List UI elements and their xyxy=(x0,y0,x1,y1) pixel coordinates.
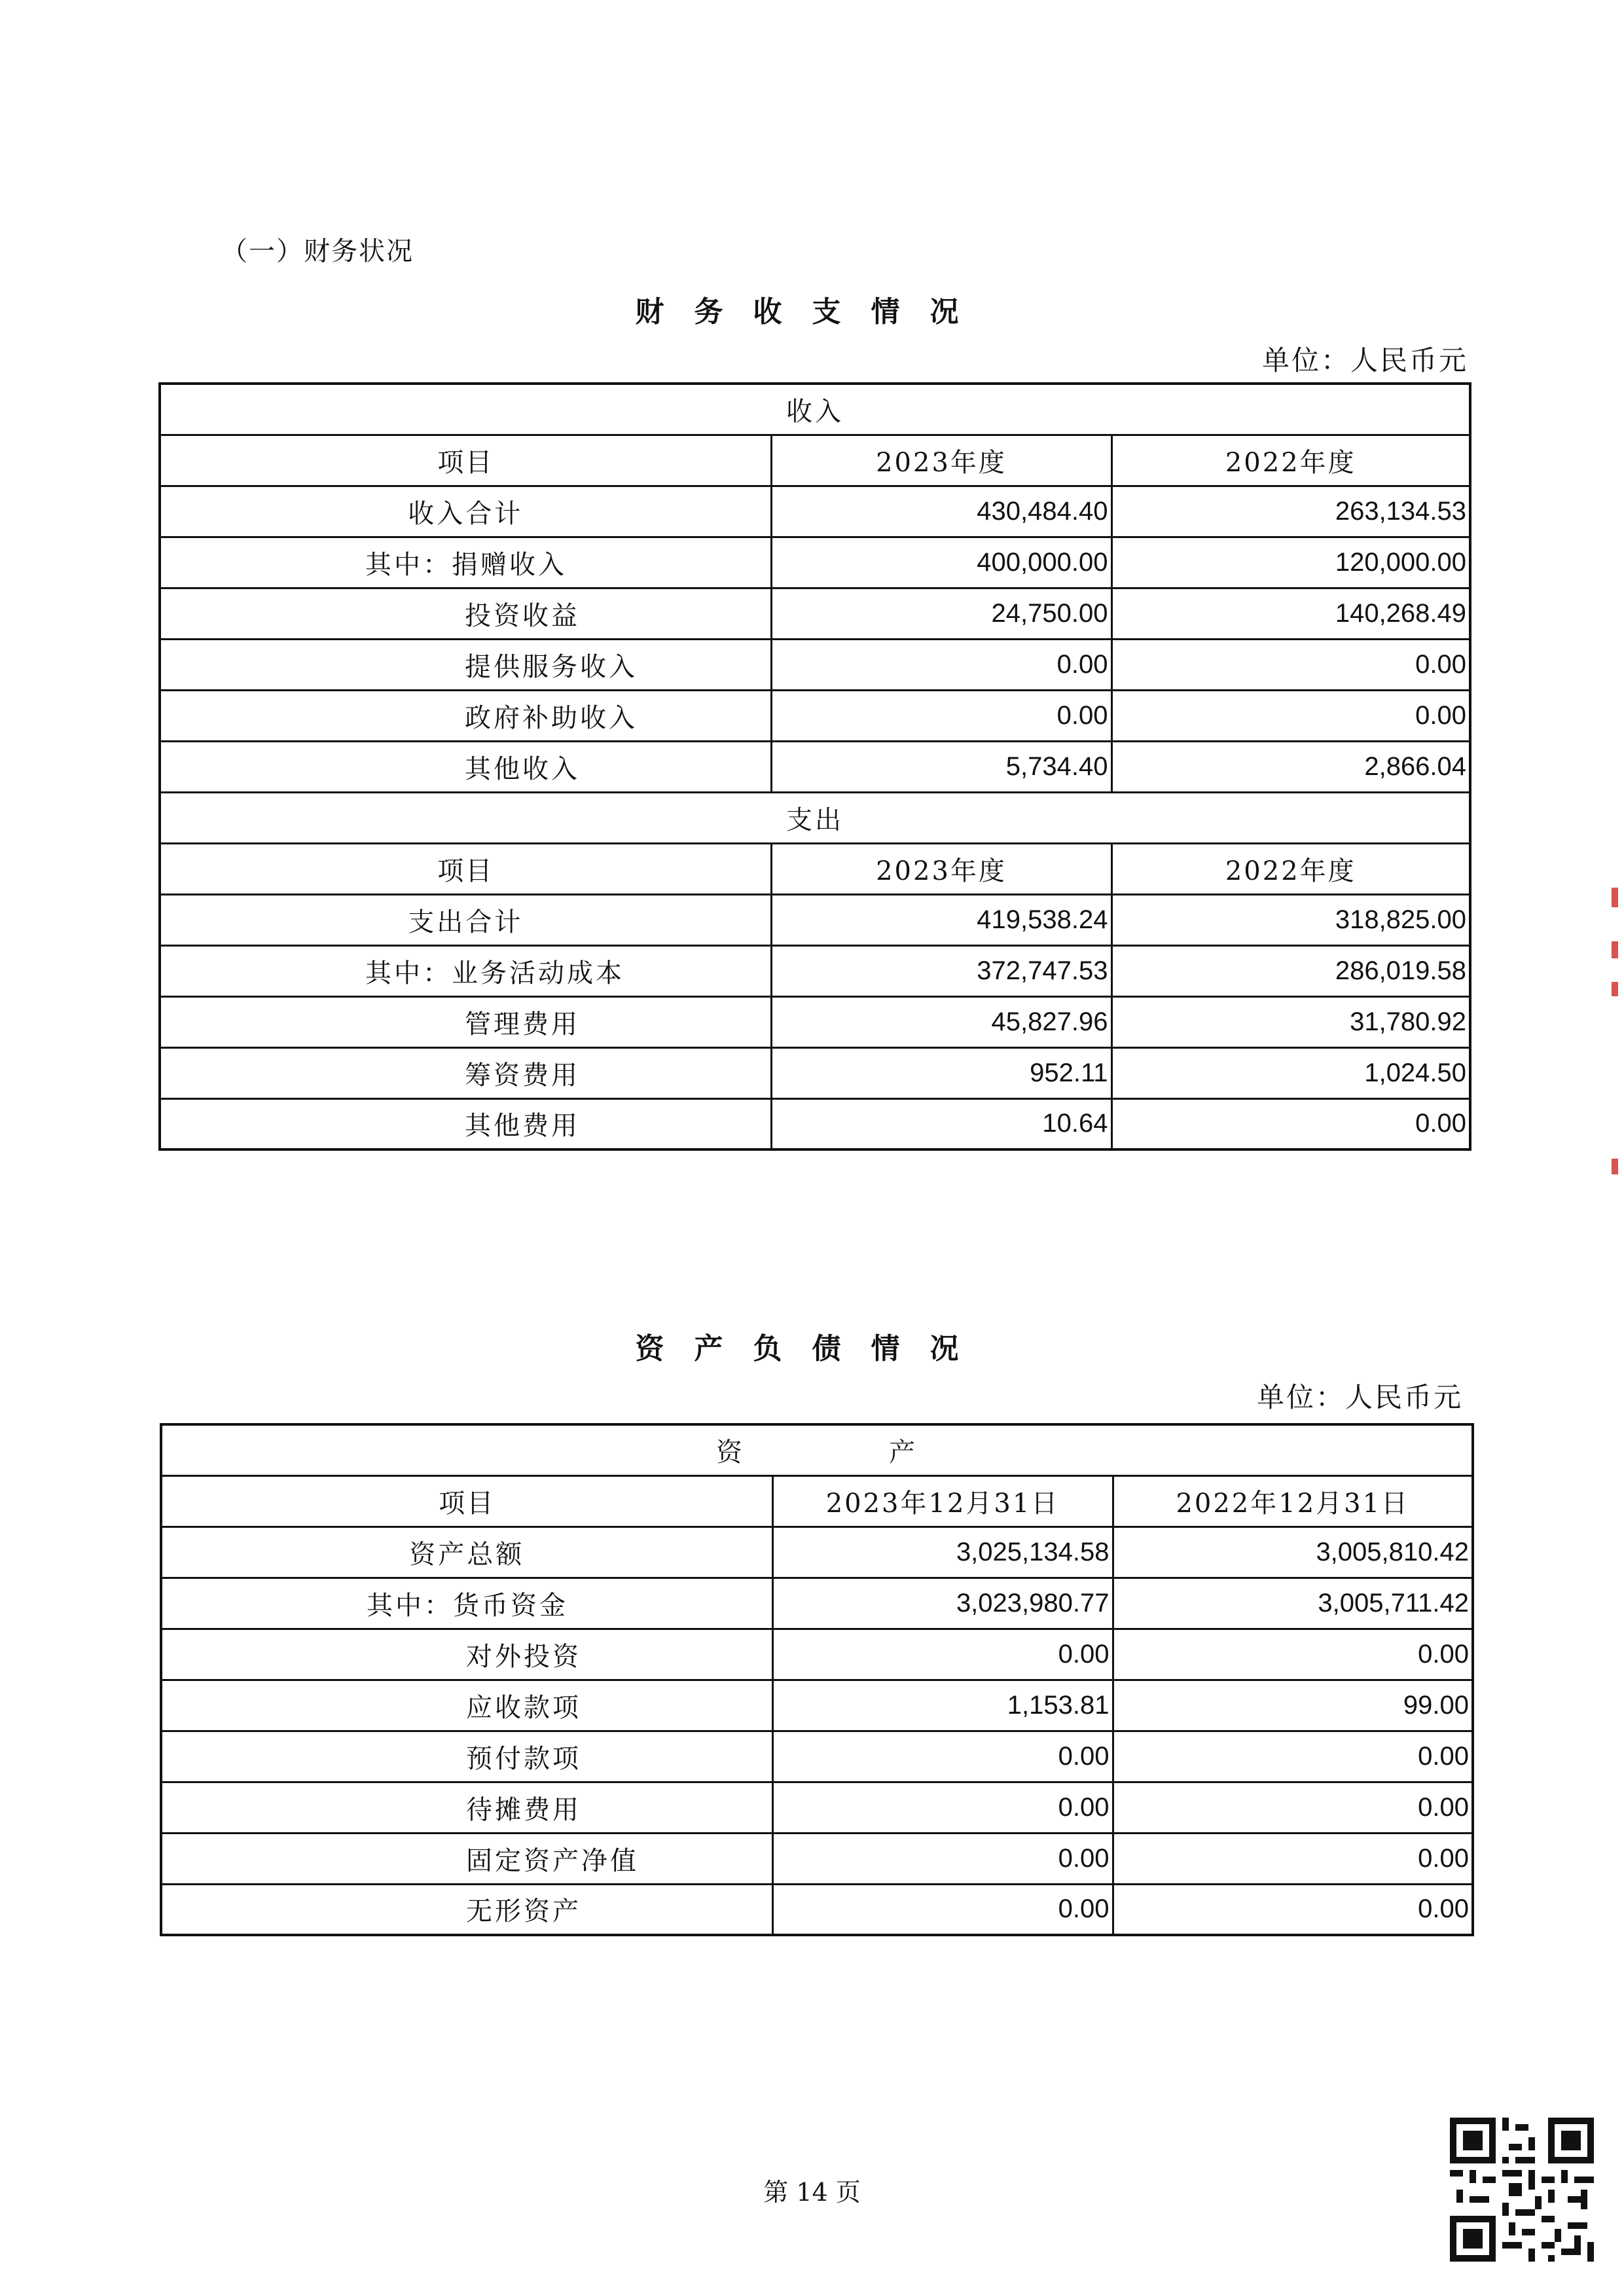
expense-value-prior: 0.00 xyxy=(1111,1098,1470,1149)
income-table-row xyxy=(160,639,1470,690)
income-statement-table xyxy=(158,382,1471,1151)
income-statement-unit: 单位：人民币元 xyxy=(1262,344,1469,376)
expense-value-prior: 1,024.50 xyxy=(1111,1047,1470,1098)
expense-value-current: 952.11 xyxy=(771,1047,1111,1098)
assets-table-row xyxy=(161,1833,1473,1884)
assets-header-current-period: 2023年12月31日 xyxy=(772,1475,1113,1527)
assets-value-prior: 3,005,711.42 xyxy=(1113,1578,1473,1629)
income-row-label: 其他收入 xyxy=(160,741,771,792)
assets-row-label: 对外投资 xyxy=(161,1629,772,1680)
expense-table-row xyxy=(160,1047,1470,1098)
income-row-label: 政府补助收入 xyxy=(160,690,771,741)
expense-value-current: 419,538.24 xyxy=(771,894,1111,945)
expense-table-row xyxy=(160,996,1470,1047)
expense-row-label: 支出合计 xyxy=(160,894,771,945)
assets-value-current: 0.00 xyxy=(772,1833,1113,1884)
income-statement-title: 财务收支情况 xyxy=(635,295,989,329)
assets-table-row xyxy=(161,1884,1473,1935)
expense-header-current-period: 2023年度 xyxy=(771,843,1111,894)
expense-row-label: 筹资费用 xyxy=(160,1047,771,1098)
assets-value-prior: 0.00 xyxy=(1113,1884,1473,1935)
expense-value-current: 45,827.96 xyxy=(771,996,1111,1047)
expense-section-label: 支出 xyxy=(160,792,1470,843)
edge-stamp-mark xyxy=(1612,1159,1618,1174)
assets-header-prior-period: 2022年12月31日 xyxy=(1113,1475,1473,1527)
assets-table-row xyxy=(161,1578,1473,1629)
expense-header-prior-period: 2022年度 xyxy=(1111,843,1470,894)
assets-section-label: 资 产 xyxy=(161,1424,1473,1475)
assets-section-row xyxy=(161,1424,1473,1475)
expense-value-prior: 31,780.92 xyxy=(1111,996,1470,1047)
income-value-prior: 140,268.49 xyxy=(1111,588,1470,639)
income-row-label: 其中：捐赠收入 xyxy=(160,537,771,588)
assets-header-row xyxy=(161,1475,1473,1527)
income-value-prior: 0.00 xyxy=(1111,690,1470,741)
income-table-row xyxy=(160,588,1470,639)
income-header-item: 项目 xyxy=(160,435,771,486)
assets-row-label: 待摊费用 xyxy=(161,1782,772,1833)
income-header-current-period: 2023年度 xyxy=(771,435,1111,486)
income-table-row xyxy=(160,690,1470,741)
assets-value-prior: 3,005,810.42 xyxy=(1113,1527,1473,1578)
section-heading: （一）财务状况 xyxy=(221,236,414,266)
income-header-row xyxy=(160,435,1470,486)
expense-value-prior: 318,825.00 xyxy=(1111,894,1470,945)
income-value-prior: 263,134.53 xyxy=(1111,486,1470,537)
income-value-current: 400,000.00 xyxy=(771,537,1111,588)
assets-value-current: 0.00 xyxy=(772,1884,1113,1935)
balance-sheet-table xyxy=(160,1423,1474,1936)
assets-row-label: 固定资产净值 xyxy=(161,1833,772,1884)
assets-header-item: 项目 xyxy=(161,1475,772,1527)
income-value-current: 0.00 xyxy=(771,690,1111,741)
page-number: 第 14 页 xyxy=(763,2178,861,2207)
assets-value-prior: 0.00 xyxy=(1113,1629,1473,1680)
assets-table-row xyxy=(161,1629,1473,1680)
assets-table-row xyxy=(161,1527,1473,1578)
income-table-row xyxy=(160,486,1470,537)
expense-table-row xyxy=(160,894,1470,945)
income-value-prior: 0.00 xyxy=(1111,639,1470,690)
income-header-prior-period: 2022年度 xyxy=(1111,435,1470,486)
edge-stamp-mark xyxy=(1612,982,1618,996)
expense-table-row xyxy=(160,945,1470,996)
income-row-label: 投资收益 xyxy=(160,588,771,639)
expense-value-current: 10.64 xyxy=(771,1098,1111,1149)
expense-value-prior: 286,019.58 xyxy=(1111,945,1470,996)
assets-table-row xyxy=(161,1680,1473,1731)
income-value-prior: 120,000.00 xyxy=(1111,537,1470,588)
income-value-current: 430,484.40 xyxy=(771,486,1111,537)
assets-value-current: 0.00 xyxy=(772,1782,1113,1833)
assets-table-row xyxy=(161,1782,1473,1833)
income-table-row xyxy=(160,537,1470,588)
assets-value-prior: 0.00 xyxy=(1113,1731,1473,1782)
assets-value-prior: 99.00 xyxy=(1113,1680,1473,1731)
assets-value-current: 1,153.81 xyxy=(772,1680,1113,1731)
edge-stamp-mark xyxy=(1612,888,1618,907)
expense-row-label: 管理费用 xyxy=(160,996,771,1047)
income-table-row xyxy=(160,741,1470,792)
assets-table-row xyxy=(161,1731,1473,1782)
assets-value-prior: 0.00 xyxy=(1113,1782,1473,1833)
assets-row-label: 资产总额 xyxy=(161,1527,772,1578)
income-value-current: 5,734.40 xyxy=(771,741,1111,792)
assets-row-label: 应收款项 xyxy=(161,1680,772,1731)
assets-value-current: 0.00 xyxy=(772,1731,1113,1782)
qr-code-icon xyxy=(1450,2118,1594,2262)
balance-sheet-unit: 单位：人民币元 xyxy=(1257,1381,1464,1413)
expense-table-row xyxy=(160,1098,1470,1149)
income-value-prior: 2,866.04 xyxy=(1111,741,1470,792)
balance-sheet-title: 资产负债情况 xyxy=(635,1332,989,1365)
income-section-label: 收入 xyxy=(160,384,1470,435)
expense-value-current: 372,747.53 xyxy=(771,945,1111,996)
assets-value-current: 0.00 xyxy=(772,1629,1113,1680)
assets-value-prior: 0.00 xyxy=(1113,1833,1473,1884)
assets-row-label: 预付款项 xyxy=(161,1731,772,1782)
expense-section-row xyxy=(160,792,1470,843)
assets-row-label: 无形资产 xyxy=(161,1884,772,1935)
expense-row-label: 其他费用 xyxy=(160,1098,771,1149)
edge-stamp-mark xyxy=(1612,941,1618,958)
income-section-row xyxy=(160,384,1470,435)
assets-value-current: 3,023,980.77 xyxy=(772,1578,1113,1629)
expense-header-row xyxy=(160,843,1470,894)
income-value-current: 0.00 xyxy=(771,639,1111,690)
income-value-current: 24,750.00 xyxy=(771,588,1111,639)
income-row-label: 收入合计 xyxy=(160,486,771,537)
income-row-label: 提供服务收入 xyxy=(160,639,771,690)
assets-row-label: 其中：货币资金 xyxy=(161,1578,772,1629)
expense-header-item: 项目 xyxy=(160,843,771,894)
expense-row-label: 其中：业务活动成本 xyxy=(160,945,771,996)
assets-value-current: 3,025,134.58 xyxy=(772,1527,1113,1578)
